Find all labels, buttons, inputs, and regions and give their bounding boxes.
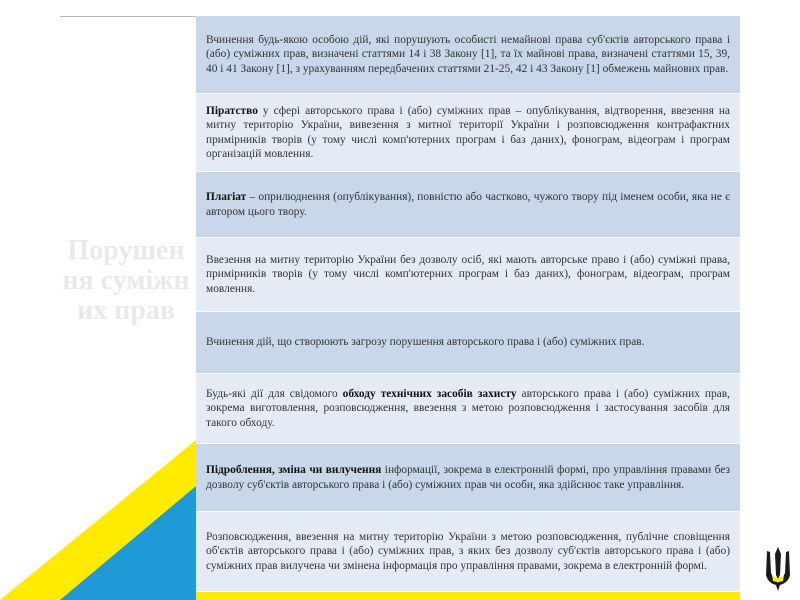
table-row: Вчинення дій, що створюють загрозу порушення авторського права і (або) суміжних прав. [196, 312, 740, 374]
page-title: Порушення суміжних прав [62, 235, 190, 326]
table-row: Піратство у сфері авторського права і (або) суміжних прав – опублікування, відтворення, ввезення на митну територію України, вивезення з митної території України і розповсюдження контрафактних примірників творів (у тому числі комп'ютерних програм і баз даних), фонограм, відеограм і програм організацій мовлення. [196, 94, 740, 172]
trident-icon [762, 545, 794, 593]
content-table [196, 16, 740, 592]
table-row: Ввезення на митну територію України без дозволу осіб, які мають авторське право і (або) суміжні права, примірників творів (у тому числі комп'ютерних програм і баз даних), фонограм, відеограм, програм мовлення. [196, 238, 740, 312]
table-row: Плагіат – оприлюднення (опублікування), повністю або частково, чужого твору під іменем особи, яка не є автором цього твору. [196, 172, 740, 238]
table-row: Підроблення, зміна чи вилучення інформації, зокрема в електронній формі, про управління правами без дозволу суб'єктів авторського права і (або) суміжних прав чи особи, яка здійснює таке управління. [196, 444, 740, 512]
table-row: Будь-які дії для свідомого обходу технічних засобів захисту авторського права і (або) суміжних прав, зокрема виготовлення, розповсюдження, ввезення з метою розповсюдження і застосування засобів для такого обходу. [196, 374, 740, 444]
table-row: Розповсюдження, ввезення на митну територію України з метою розповсюдження, публічне сповіщення об'єктів авторського права і (або) суміжних прав, з яких без дозволу суб'єктів авторського права і (або) суміжних прав вилучена чи змінена інформація про управління правами, зокрема в електронній формі. [196, 512, 740, 592]
table-row: Вчинення будь-якою особою дій, які порушують особисті немайнові права суб'єктів авторського права і (або) суміжних прав, визначені статтями 14 і 38 Закону [1], та їх майнові права, визначені статтями 15, 39, 40 і 41 Закону [1], з урахуванням передбачених статтями 21-25, 42 і 43 Закону [1] обмежень майнових прав. [196, 16, 740, 94]
